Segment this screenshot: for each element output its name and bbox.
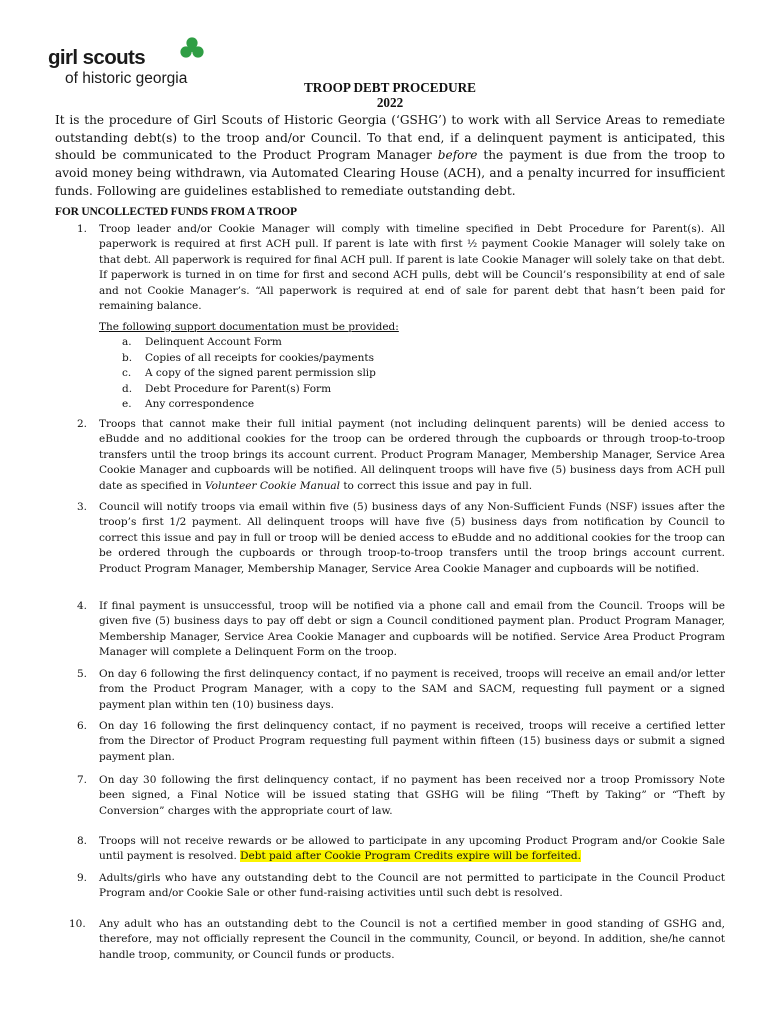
support-doc-item (99, 382, 399, 397)
support-doc-text: A copy of the signed parent permission slip (145, 367, 376, 380)
support-doc-text: Copies of all receipts for cookies/payments (145, 351, 374, 364)
item-text: Troop leader and/or Cookie Manager will comply with timeline specified in Debt Procedure for Parent(s). All paperwork is required at first ACH pull. If parent is late with first ½ payment Cookie Manager will solely take on that debt. All paperwork is required for final ACH pull. If parent is late Cookie Manager will solely take on that debt. If paperwork is turned in on time for first and second ACH pulls, debt will be Council’s responsibility at end of sale and not Cookie Manager’s. “All paperwork is required at end of sale for parent debt that hasn’t been paid for remaining balance. (99, 223, 725, 313)
item-text-b: to correct this issue and pay in full. (339, 479, 533, 492)
item-text: Any adult who has an outstanding debt to the Council is not a certified member in good standing of GSHG and, therefore, may not officially represent the Council in the community, Council, or beyond. In addition, she/he cannot handle troop, community, or Council funds or products. (99, 918, 725, 961)
list-item-1 (55, 222, 725, 314)
support-doc-text: Delinquent Account Form (145, 336, 282, 349)
trefoil-icon (179, 36, 205, 62)
item-number: 4. (77, 600, 88, 612)
item-number: 8. (77, 835, 88, 847)
highlighted-text: Debt paid after Cookie Program Credits expire will be forfeited. (240, 850, 581, 863)
item-text-a: Troops that cannot make their full initial payment (not including delinquent parents) will be denied access to eBudde and no additional cookies for the troop can be ordered through the cupboards or through troop-to-troop transfers until the troop brings its account current. Product Program Manager, Membership Manager, Service Area Cookie Manager and cupboards will be notified. All delinquent troops will have five (5) business days from ACH pull date as specified in (99, 418, 725, 492)
item-number: 2. (77, 418, 88, 430)
item-number: 5. (77, 668, 88, 680)
title-line-1: TROOP DEBT PROCEDURE (304, 80, 476, 95)
support-doc-text: Debt Procedure for Parent(s) Form (145, 382, 332, 395)
list-item-6 (55, 719, 725, 765)
intro-text-b: the payment is due from the troop to avoid money being withdrawn, via Automated Clearing House (ACH), and a penalty incurred for insufficient funds. Following are guidelines established to remediate outstanding debt. (55, 148, 725, 198)
item-text (99, 417, 725, 494)
item-number: 1. (77, 223, 88, 235)
support-docs-heading: The following support documentation must be provided: (99, 321, 399, 333)
support-documentation (99, 320, 399, 412)
logo-line-2: of historic georgia (65, 70, 188, 87)
item-number: 7. (77, 774, 88, 786)
item-text-main: Troops will not receive rewards or be allowed to participate in any upcoming Product Program and/or Cookie Sale until payment is resolved. (99, 835, 725, 863)
item-emphasis: Volunteer Cookie Manual (205, 479, 340, 492)
item-text: On day 16 following the first delinquency contact, if no payment is received, troops will receive a certified letter from the Director of Product Program requesting full payment within fifteen (15) business days or submit a signed payment plan. (99, 720, 725, 763)
title-line-2: 2022 (376, 95, 404, 110)
list-item-2 (55, 417, 725, 494)
list-item-8 (55, 834, 725, 865)
list-item-7 (55, 773, 725, 819)
list-item-3 (55, 500, 725, 577)
support-doc-item (99, 397, 399, 412)
item-text: If final payment is unsuccessful, troop will be notified via a phone call and email from the Council. Troops will be given five (5) business days to pay off debt or sign a Council conditioned payment plan. Product Program Manager, Membership Manager, Service Area Cookie Manager and cupboards will be notified. Service Area Product Program Manager will complete a Delinquent Form on the troop. (99, 600, 725, 659)
item-text: On day 30 following the first delinquency contact, if no payment has been received nor a troop Promissory Note been signed, a Final Notice will be issued stating that GSHG will be filing “Theft by Taking” or “Theft by Conversion” charges with the appropriate court of law. (99, 774, 725, 817)
support-doc-item (99, 366, 399, 381)
section-heading: FOR UNCOLLECTED FUNDS FROM A TROOP (55, 206, 297, 218)
support-doc-letter: a. (122, 336, 132, 349)
item-text: Council will notify troops via email within five (5) business days of any Non-Sufficient Funds (NSF) issues after the troop’s first 1/2 payment. All delinquent troops will have five (5) business days from notification by Council to correct this issue and pay in full or troop will be denied access to eBudde and no additional cookies for the troop can be ordered through the cupboards or through troop-to-troop transfers until the troop brings account current. Product Program Manager, Membership Manager, Service Area Cookie Manager and cupboards will be notified. (99, 501, 725, 575)
list-item-9 (55, 871, 725, 902)
support-doc-letter: e. (122, 398, 132, 411)
item-number: 3. (77, 501, 88, 513)
item-text: Adults/girls who have any outstanding debt to the Council are not permitted to participate in the Council Product Program and/or Cookie Sale or other fund-raising activities until such debt is resolved. (99, 872, 725, 900)
support-doc-letter: d. (122, 382, 133, 395)
support-doc-letter: b. (122, 351, 133, 364)
intro-paragraph (55, 112, 725, 201)
support-doc-letter: c. (122, 367, 132, 380)
intro-emphasis: before (437, 148, 478, 163)
list-item-4 (55, 599, 725, 661)
item-number: 6. (77, 720, 88, 732)
list-item-10 (55, 917, 725, 963)
item-text: On day 6 following the first delinquency contact, if no payment is received, troops will receive an email and/or letter from the Product Program Manager, with a copy to the SAM and SACM, requesting full payment or a signed payment plan within ten (10) business days. (99, 668, 725, 711)
page-title (0, 80, 770, 110)
item-text (99, 834, 725, 865)
support-doc-item (99, 351, 399, 366)
support-doc-item (99, 335, 399, 350)
list-item-5 (55, 667, 725, 713)
item-number: 9. (77, 872, 88, 884)
logo-line-1: girl scouts (48, 46, 146, 69)
intro-text-a: It is the procedure of Girl Scouts of Historic Georgia (‘GSHG’) to work with all Service Areas to remediate outstanding debt(s) to the troop and/or Council. To that end, if a delinquent payment is anticipated, this should be communicated to the Product Program Manager (55, 113, 725, 163)
support-doc-text: Any correspondence (145, 398, 255, 411)
item-number: 10. (69, 918, 86, 930)
